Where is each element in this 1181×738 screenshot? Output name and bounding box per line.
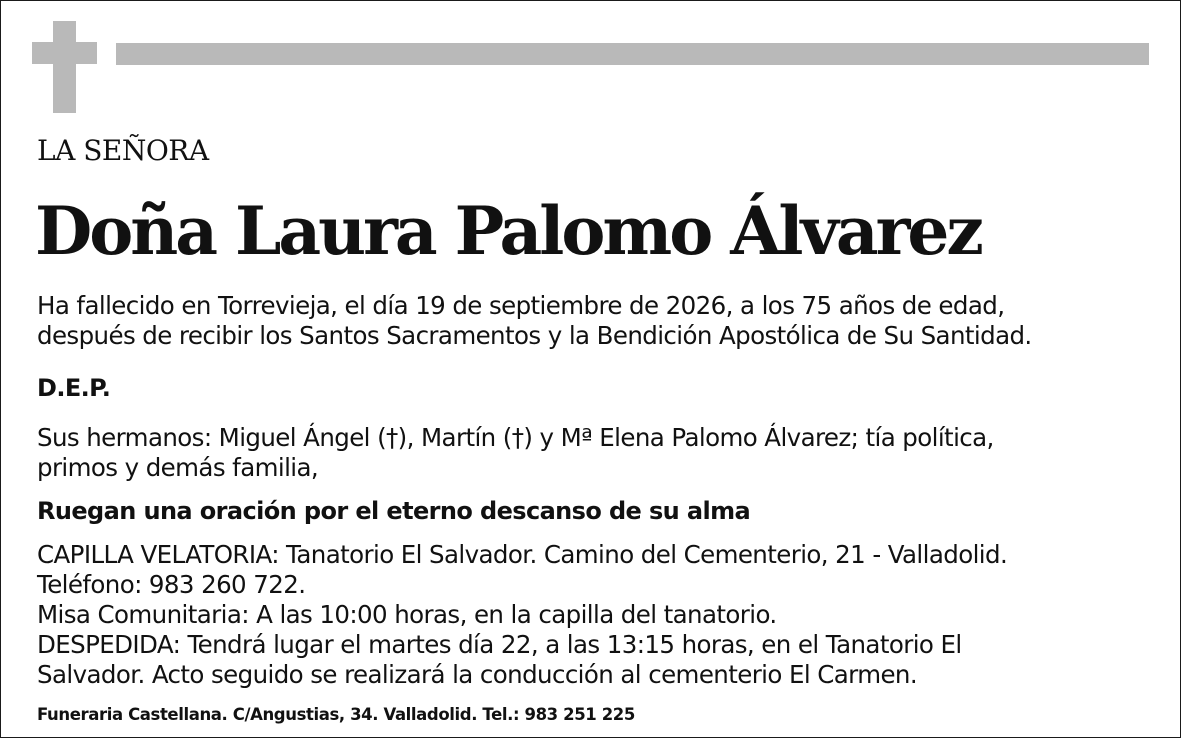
service-details-line: CAPILLA VELATORIA: Tanatorio El Salvador. Camino del Cementerio, 21 - Valladolid. <box>37 540 1008 569</box>
service-details-line: Misa Comunitaria: A las 10:00 horas, en la capilla del tanatorio. <box>37 600 777 629</box>
family-mourners-line: Sus hermanos: Miguel Ángel (†), Martín (†) y Mª Elena Palomo Álvarez; tía política, <box>37 423 994 452</box>
service-details-line: DESPEDIDA: Tendrá lugar el martes día 22, a las 13:15 horas, en el Tanatorio El <box>37 630 962 659</box>
cross-horizontal-bar <box>32 42 97 64</box>
service-details-line: Teléfono: 983 260 722. <box>37 570 306 599</box>
family-mourners <box>37 423 994 483</box>
service-details-line: Salvador. Acto seguido se realizará la conducción al cementerio El Carmen. <box>37 660 918 689</box>
prayer-request: Ruegan una oración por el eterno descanso de su alma <box>37 497 751 525</box>
cross-vertical-bar <box>53 21 76 113</box>
death-announcement-line: después de recibir los Santos Sacramentos y la Bendición Apostólica de Su Santidad. <box>37 321 1032 350</box>
rip-label: D.E.P. <box>37 374 111 402</box>
funeral-home-footer: Funeraria Castellana. C/Angustias, 34. Valladolid. Tel.: 983 251 225 <box>37 705 635 724</box>
service-details <box>37 540 1007 690</box>
death-announcement-line: Ha fallecido en Torrevieja, el día 19 de septiembre de 2026, a los 75 años de edad, <box>37 291 1005 320</box>
header-divider-bar <box>116 43 1149 65</box>
deceased-name: Doña Laura Palomo Álvarez <box>35 192 981 270</box>
family-mourners-line: primos y demás familia, <box>37 453 319 482</box>
title-prefix: LA SEÑORA <box>37 134 209 167</box>
death-announcement <box>37 291 1032 351</box>
